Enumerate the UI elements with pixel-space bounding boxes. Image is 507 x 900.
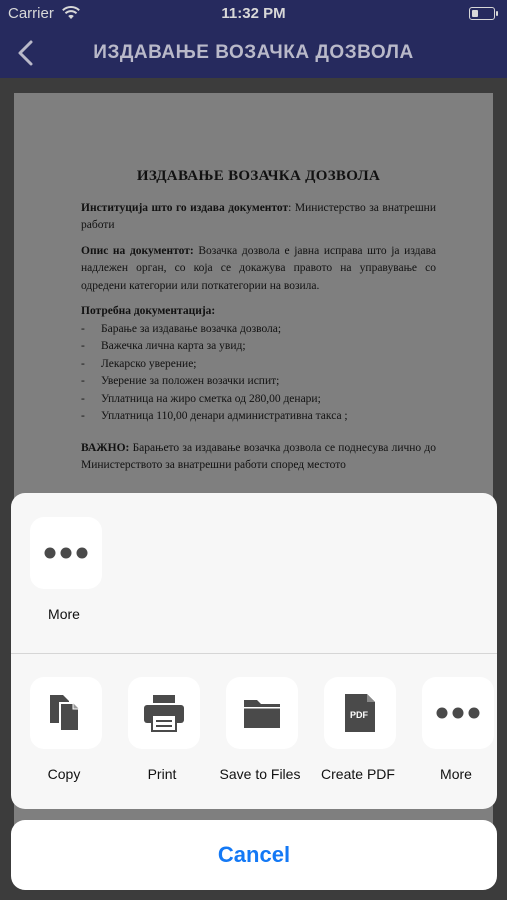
save-to-files-button[interactable] — [215, 654, 305, 782]
list-item: - Уверение за положен возачки испит; — [81, 373, 436, 391]
more-tile[interactable] — [30, 517, 102, 589]
save-to-files-label: Save to Files — [219, 766, 301, 782]
list-item: - Уплатница на жиро сметка од 280,00 денари; — [81, 391, 436, 409]
print-label: Print — [147, 766, 177, 782]
carrier-label: Carrier — [8, 5, 54, 22]
more-icon — [434, 706, 482, 720]
cancel-button[interactable]: Cancel — [11, 820, 497, 890]
document-heading: ИЗДАВАЊЕ ВОЗАЧКА ДОЗВОЛА — [136, 168, 381, 184]
pdf-icon — [343, 692, 377, 734]
battery-icon — [469, 7, 495, 20]
print-tile[interactable] — [128, 677, 200, 749]
save-to-files-tile[interactable] — [226, 677, 298, 749]
important-paragraph — [81, 440, 436, 475]
copy-tile[interactable] — [30, 677, 102, 749]
share-actions-row — [11, 654, 497, 809]
copy-icon — [46, 691, 86, 735]
institution-value: : Министерство за внатрешни работи — [81, 201, 436, 231]
list-item: - Лекарско уверение; — [81, 356, 436, 374]
important-value: Барањето за издавање возачка дозвола се поднесува лично до Министерството за внатрешни работи според местото — [81, 441, 436, 471]
create-pdf-tile[interactable] — [324, 677, 396, 749]
description-value: Возачка дозвола е јавна исправа што ја издава надлежен орган, со која се докажува правото на управување со одредени категории или поткатегории на возила. — [81, 244, 436, 292]
svg-text:PDF: PDF — [350, 710, 368, 720]
more-actions-tile[interactable] — [422, 677, 494, 749]
list-item: - Уплатница 110,00 денари административна такса ; — [81, 408, 436, 426]
create-pdf-button[interactable] — [313, 654, 403, 782]
required-docs-heading: Потребна документација: — [81, 305, 216, 317]
more-actions-label: More — [440, 766, 472, 782]
copy-label: Copy — [47, 766, 81, 782]
status-bar — [0, 0, 507, 28]
document-content — [81, 168, 436, 483]
page-title: ИЗДАВАЊЕ ВОЗАЧКА ДОЗВОЛА — [93, 42, 414, 63]
list-item: - Барање за издавање возачка дозвола; — [81, 321, 436, 339]
more-actions-button[interactable] — [411, 654, 497, 782]
description-paragraph — [81, 243, 436, 296]
status-time: 11:32 PM — [221, 5, 286, 22]
description-label: Опис на документот: — [81, 244, 194, 257]
navigation-bar — [0, 28, 507, 78]
more-icon — [42, 546, 90, 560]
institution-label: Институција што го издава документот — [81, 201, 289, 214]
more-activity-button[interactable] — [19, 493, 109, 622]
print-icon — [142, 693, 186, 733]
institution-paragraph — [81, 200, 436, 235]
print-button[interactable] — [117, 654, 207, 782]
share-top-row — [11, 493, 497, 653]
more-label: More — [48, 606, 80, 622]
list-item: - Важечка лична карта за увид; — [81, 338, 436, 356]
create-pdf-label: Create PDF — [321, 766, 395, 782]
required-docs-list — [81, 321, 436, 426]
copy-button[interactable] — [19, 654, 109, 782]
share-sheet — [11, 493, 497, 809]
important-label: ВАЖНО: — [81, 441, 130, 454]
folder-icon — [242, 696, 282, 730]
